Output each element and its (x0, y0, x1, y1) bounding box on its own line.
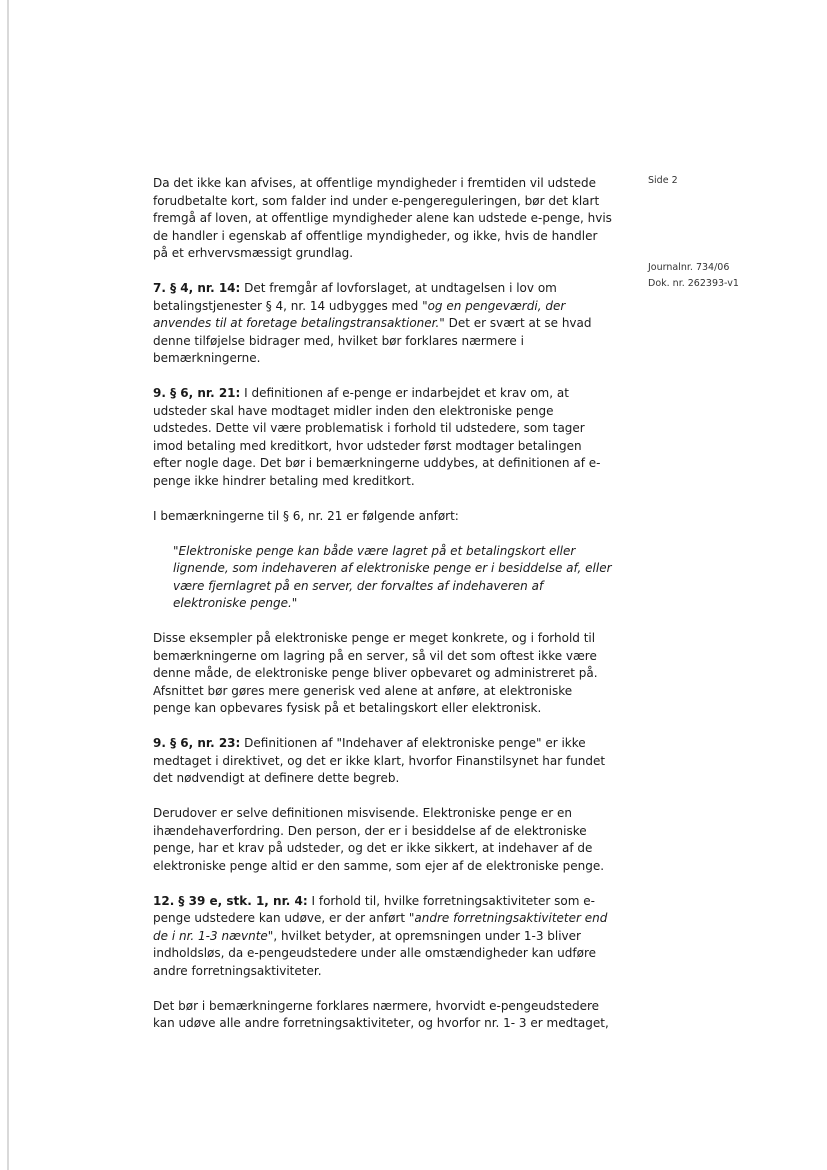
quoted-text: "og en pengeværdi, der anvendes til at foretage betalingstransaktioner." (153, 298, 566, 330)
paragraph-heading: 7. § 4, nr. 14: (153, 281, 241, 295)
paragraph-text: , hvilket betyder, at opremsningen under 1-3 bliver indholdsløs, da e-pengeudstedere under alle omstændigheder kan udføre andre forretningsaktiviteter. (153, 928, 597, 978)
paragraph-text: I definitionen af e-penge er indarbejdet et krav om, at udsteder skal have modtaget midler inden den elektroniske penge udstedes. Dette vil være problematisk i forhold til udstedere, som tager imod betaling med kreditkort, hvor udsteder først modtager betalingen efter nogle dage. Det bør i bemærkningerne uddybes, at definitionen af e-penge ikke hindrer betaling med kreditkort. (153, 386, 601, 488)
paragraph-text: Definitionen af "Indehaver af elektroniske penge" er ikke medtaget i direktivet, og det er ikke klart, hvorfor Finanstilsynet har fundet det nødvendigt at definere dette begreb. (153, 736, 606, 785)
paragraph-text: Det er svært at se hvad denne tilføjelse bidrager med, hvilket bør forklares nærmere i bemærkningerne. (153, 316, 592, 365)
paragraph-examples: Disse eksempler på elektroniske penge er meget konkrete, og i forhold til bemærkningerne om lagring på en server, så vil det som oftest ikke være denne måde, de elektroniske penge bliver opbevaret og administreret på. Afsnittet bør gøres mere generisk ved alene at anføre, at elektroniske penge kan opbevares fysisk på et betalingskort eller elektronisk. (153, 631, 598, 715)
paragraph-text: I forhold til, hvilke forretningsaktiviteter som e-penge udstedere kan udøve, er der anført (153, 893, 595, 925)
paragraph-section-6-nr-23 (153, 735, 613, 788)
paragraph-text: Det fremgår af lovforslaget, at undtagelsen i lov om betalingstjenester § 4, nr. 14 udbygges med (153, 281, 557, 313)
paragraph-public-authorities: Da det ikke kan afvises, at offentlige myndigheder i fremtiden vil udstede forudbetalte kort, som falder ind under e-pengereguleringen, bør det klart fremgå af loven, at offentlige myndigheder alene kan udstede e-penge, hvis de handler i egenskab af offentlige myndigheder, og ikke, hvis de handler på et erhvervsmæssigt grundlag. (153, 176, 612, 260)
paragraph-heading: 9. § 6, nr. 23: (153, 736, 241, 750)
document-number: Dok. nr. 262393-v1 (648, 278, 739, 289)
sidebar-page-number (648, 173, 808, 189)
paragraph-heading: 9. § 6, nr. 21: (153, 386, 241, 400)
page-edge-divider (7, 0, 9, 1170)
quoted-text: "andre forretningsaktiviteter end de i nr. 1-3 nævnte" (153, 911, 608, 943)
block-quote: "Elektroniske penge kan både være lagret på et betalingskort eller lignende, som indehaveren af elektroniske penge er i besiddelse af, eller være fjernlagret på en server, der forvaltes af indehaveren af elektroniske penge." (173, 543, 612, 610)
paragraph-section-6-nr-21 (153, 385, 613, 490)
document-body (153, 175, 613, 1050)
paragraph-section-39e (153, 893, 613, 981)
paragraph-remarks-intro: I bemærkningerne til § 6, nr. 21 er følgende anført: (153, 508, 459, 523)
paragraph-heading: 12. § 39 e, stk. 1, nr. 4: (153, 893, 308, 908)
paragraph-closing: Det bør i bemærkningerne forklares nærmere, hvorvidt e-pengeudstedere kan udøve alle andre forretningsaktiviteter, og hvorfor nr. 1- 3 er medtaget, (153, 998, 609, 1030)
paragraph-section-4-nr-14 (153, 280, 613, 368)
paragraph-definition-misleading: Derudover er selve definitionen misvisende. Elektroniske penge er en ihændehaverfordring. Den person, der er i besiddelse af de elektroniske penge, har et krav på udsteder, og det er ikke sikkert, at indehaver af de elektroniske penge altid er den samme, som ejer af de elektroniske penge. (153, 806, 605, 873)
journal-number: Journalnr. 734/06 (648, 262, 730, 273)
sidebar-references (648, 260, 808, 292)
page-label: Side 2 (648, 175, 678, 186)
